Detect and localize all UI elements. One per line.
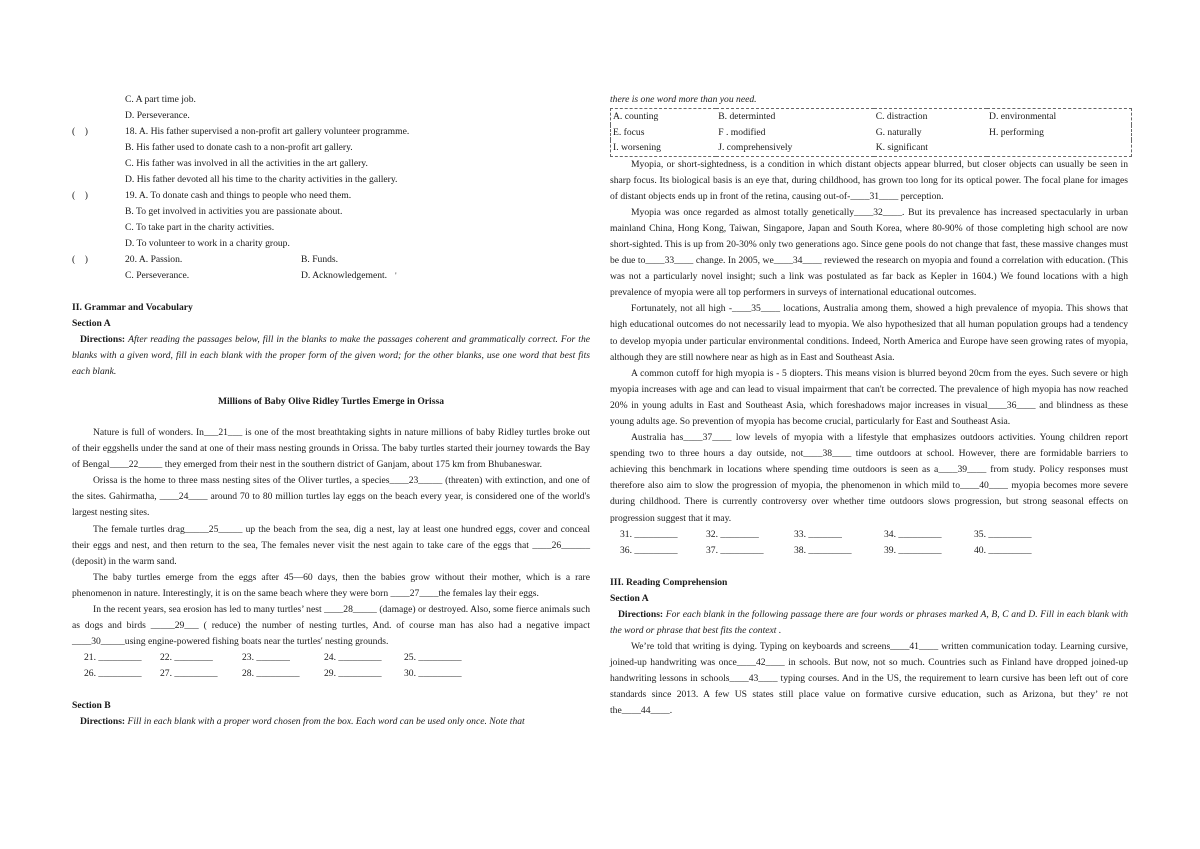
option-19d: D. To volunteer to work in a charity group. bbox=[125, 238, 290, 249]
left-column bbox=[72, 92, 590, 730]
passage-paragraph: Nature is full of wonders. In___21___ is one of the most breathtaking sights in nature millions of baby Ridley turtles broke out of their eggshells under the sand at one of their mass nesting grounds in Orissa. The baby turtles started their journey towards the Bay of Bengal____22_____ they emerged from their nest in the southern district of Ganjam, about 175 km from Bhubaneswar. bbox=[72, 427, 590, 471]
answer-blank-33[interactable]: 33. _______ bbox=[794, 528, 842, 540]
question-20-row2 bbox=[72, 268, 590, 284]
word-option: B. determinted bbox=[718, 111, 776, 122]
directions-label: Directions: bbox=[618, 608, 664, 620]
answer-blank-40[interactable]: 40. _________ bbox=[974, 544, 1032, 556]
word-box-row bbox=[611, 109, 1132, 125]
answer-blank-37[interactable]: 37. _________ bbox=[706, 544, 764, 556]
directions-text: Fill in each blank with a proper word chosen from the box. Each word can be used only once. Note that bbox=[127, 716, 525, 728]
answer-blank-21[interactable]: 21. _________ bbox=[84, 652, 142, 664]
section-a-label: Section A bbox=[610, 592, 649, 604]
answer-blank-25[interactable]: 25. _________ bbox=[404, 652, 462, 664]
answer-blank-34[interactable]: 34. _________ bbox=[884, 528, 942, 540]
answer-row-31-35 bbox=[610, 527, 1128, 543]
answer-blank-22[interactable]: 22. ________ bbox=[160, 652, 213, 664]
question-18 bbox=[72, 124, 590, 140]
passage-paragraph: In the recent years, sea erosion has led to many turtles’ nest ____28_____ (damage) or destroyed. Also, some fierce animals such as dogs and birds _____29___ ( reduce) the number of nesting turtles, And. of course man has also had a negative impact ____30_____using engine-powered fishing boats near the turtles' nesting grounds. bbox=[72, 604, 590, 648]
answer-blank-38[interactable]: 38. _________ bbox=[794, 544, 852, 556]
passage-paragraph: The female turtles drag_____25_____ up the beach from the sea, dig a nest, lay at least one hundred eggs, cover and conceal their eggs and nest, and then return to the sea, The females never visit the nest again to take care of the eggs that ____26______ (deposit) in the warm sand. bbox=[72, 523, 590, 567]
word-option: H. performing bbox=[989, 126, 1044, 138]
answer-blank-39[interactable]: 39. _________ bbox=[884, 544, 942, 556]
question-20 bbox=[72, 252, 590, 268]
directions-reading bbox=[610, 607, 1128, 639]
word-option: J. comprehensively bbox=[718, 142, 793, 153]
directions-b bbox=[72, 714, 590, 730]
section-a-label: Section A bbox=[72, 318, 111, 329]
directions-text: For each blank in the following passage there are four words or phrases marked A, B, C and D. Fill in each blank with the word or phrase that best fits the context . bbox=[610, 608, 1128, 636]
word-option: E. focus bbox=[613, 126, 645, 138]
answer-blank-26[interactable]: 26. _________ bbox=[84, 668, 142, 680]
word-box-row bbox=[611, 125, 1132, 141]
option-20c: C. Perseverance. bbox=[125, 270, 190, 281]
option-20d: D. Acknowledgement. bbox=[301, 270, 388, 281]
directions-a bbox=[72, 332, 590, 380]
option-18b: B. His father used to donate cash to a non-profit art gallery. bbox=[125, 142, 353, 153]
option-19c: C. To take part in the charity activities. bbox=[125, 222, 275, 233]
word-option: F . modified bbox=[718, 126, 766, 138]
answer-row-26-30 bbox=[72, 666, 590, 682]
passage-paragraph: A common cutoff for high myopia is - 5 diopters. This means vision is blurred beyond 20cm from the eyes. Such severe or high myopia increases with age and can lead to visual impairment that can't be corrected. The prevalence of high myopia has now reached 20% in young adults in East and Southeast Asia, which foreshadows major increases in visual____36____ and blindness as these young adults age. So prevention of myopia has become crucial, particularly for East and Southeast Asia. bbox=[610, 367, 1128, 427]
question-19 bbox=[72, 188, 590, 204]
answer-blank-35[interactable]: 35. _________ bbox=[974, 528, 1032, 540]
option-20a: 20. A. Passion. bbox=[125, 254, 183, 265]
stray-mark: ' bbox=[395, 271, 397, 280]
section-heading-reading: III. Reading Comprehension bbox=[610, 576, 728, 588]
directions-label: Directions: bbox=[80, 334, 126, 345]
right-column bbox=[610, 92, 1128, 719]
answer-blank-24[interactable]: 24. _________ bbox=[324, 652, 382, 664]
word-option: I. worsening bbox=[613, 142, 661, 153]
passage-paragraph: Orissa is the home to three mass nesting sites of the Oliver turtles, a species____23_____ (threaten) with extinction, and one of the sites. Gahirmatha, ____24____ around 70 to 80 million turtles lay eggs on the beach every year, is considered one of the world's largest nesting sites. bbox=[72, 475, 590, 519]
option-17d: D. Perseverance. bbox=[125, 110, 190, 121]
answer-blank-30[interactable]: 30. _________ bbox=[404, 668, 462, 680]
option-19a: 19. A. To donate cash and things to people who need them. bbox=[125, 190, 352, 201]
answer-blank-32[interactable]: 32. ________ bbox=[706, 528, 759, 540]
word-option: D. environmental bbox=[989, 111, 1057, 122]
directions-b-continued: there is one word more than you need. bbox=[610, 94, 757, 105]
option-17c: C. A part time job. bbox=[125, 94, 196, 105]
answer-row-21-25 bbox=[72, 650, 590, 666]
word-option bbox=[987, 140, 1131, 156]
answer-blank-23[interactable]: 23. _______ bbox=[242, 652, 290, 664]
passage-paragraph: Fortunately, not all high -____35____ locations, Australia among them, showed a high prevalence of myopia. This shows that high educational outcomes do not necessarily lead to myopia. We also hypothesized that all human population groups had a tendency to develop myopia under particular environmental conditions. Indeed, North America and Europe have seen growing rates of myopia, although they are still nowhere near as high as in East and Southeast Asia. bbox=[610, 303, 1128, 363]
option-19b: B. To get involved in activities you are passionate about. bbox=[125, 206, 343, 217]
word-option: C. distraction bbox=[875, 111, 928, 122]
word-box bbox=[610, 108, 1132, 157]
passage-paragraph: The baby turtles emerge from the eggs after 45—60 days, then the babies grow without their mother, which is a rare phenomenon in nature. Interestingly, it is on the same beach where they were born ____27____the females lay their eggs. bbox=[72, 571, 590, 599]
word-option: A. counting bbox=[613, 111, 659, 122]
section-b-label: Section B bbox=[72, 700, 111, 712]
answer-blank-29[interactable]: 29. _________ bbox=[324, 668, 382, 680]
directions-text: After reading the passages below, fill in the blanks to make the passages coherent and grammatically correct. For the blanks with a given word, fill in each blank with the proper form of the given word; for the other blanks, use one word that best fits each blank. bbox=[72, 334, 590, 377]
answer-bracket[interactable]: ( ) bbox=[72, 254, 88, 265]
answer-blank-31[interactable]: 31. _________ bbox=[620, 528, 678, 540]
passage-paragraph: Australia has____37____ low levels of myopia with a lifestyle that emphasizes outdoors activities. Young children report spending two to three hours a day outside, not____38____ time outdoors at school. However, there are formidable barriers to achieving this benchmark in locations where spending time outdoors is seen as a____39____ from study. Policy responses must therefore also aim to slow the progression of myopia, the phenomenon in which mild to____40____ myopia becomes more severe during childhood. There is currently controversy over whether time outdoors slows progression, but strong seasonal effects on progression suggest that it may. bbox=[610, 432, 1128, 524]
word-option: G. naturally bbox=[875, 126, 922, 138]
option-20b: B. Funds. bbox=[301, 254, 339, 265]
answer-blank-36[interactable]: 36. _________ bbox=[620, 544, 678, 556]
answer-blank-27[interactable]: 27. _________ bbox=[160, 668, 218, 680]
answer-bracket[interactable]: ( ) bbox=[72, 126, 88, 137]
passage-paragraph: We’re told that writing is dying. Typing on keyboards and screens____41____ written communication today. Learning cursive, joined-up handwriting was once____42____ in schools. But now, not so much. Countries such as Finland have dropped joined-up handwriting lessons in schools____43____ typing courses. And in the US, the requirement to learn cursive has been left out of core standards since 2013. A few US states still place value on formative cursive education, such as Arizona, but they’ re not the____44____. bbox=[610, 640, 1128, 717]
answer-row-36-40 bbox=[610, 543, 1128, 559]
directions-label: Directions: bbox=[80, 716, 126, 728]
answer-blank-28[interactable]: 28. _________ bbox=[242, 668, 300, 680]
section-heading-grammar: II. Grammar and Vocabulary bbox=[72, 302, 193, 313]
word-box-row bbox=[611, 140, 1132, 156]
passage-paragraph: Myopia, or short-sightedness, is a condition in which distant objects appear blurred, but closer objects can usually be seen in sharp focus. Its biological basis is an eye that, during childhood, has grown too long for its optical power. The focal plane for images of distant objects ends up in front of the retina, causing out-of-____31____ perception. bbox=[610, 158, 1128, 202]
answer-bracket[interactable]: ( ) bbox=[72, 190, 88, 201]
option-18d: D. His father devoted all his time to the charity activities in the gallery. bbox=[125, 174, 398, 185]
option-18c: C. His father was involved in all the activities in the art gallery. bbox=[125, 158, 368, 169]
passage-title: Millions of Baby Olive Ridley Turtles Emerge in Orissa bbox=[218, 396, 444, 407]
option-18a: 18. A. His father supervised a non-profit art gallery volunteer programme. bbox=[125, 126, 410, 137]
passage-paragraph: Myopia was once regarded as almost totally genetically____32____. But its prevalence has increased spectacularly in urban mainland China, Hong Kong, Taiwan, Singapore, Japan and South Korea, where 80-90% of those completing high school are now short-sighted. This is up from 20-30% only two generations ago. Since gene pools do not change that fast, these massive changes must be due to____33____ change. In 2005, we____34____ reviewed the research on myopia and found a correlation with education. (This was not a particularly novel insight; such a link was postulated as far back as Kepler in 1604.) We found locations with a high prevalence of myopia were all top performers in surveys of international educational outcomes. bbox=[610, 206, 1128, 299]
word-option: K. significant bbox=[875, 142, 928, 153]
